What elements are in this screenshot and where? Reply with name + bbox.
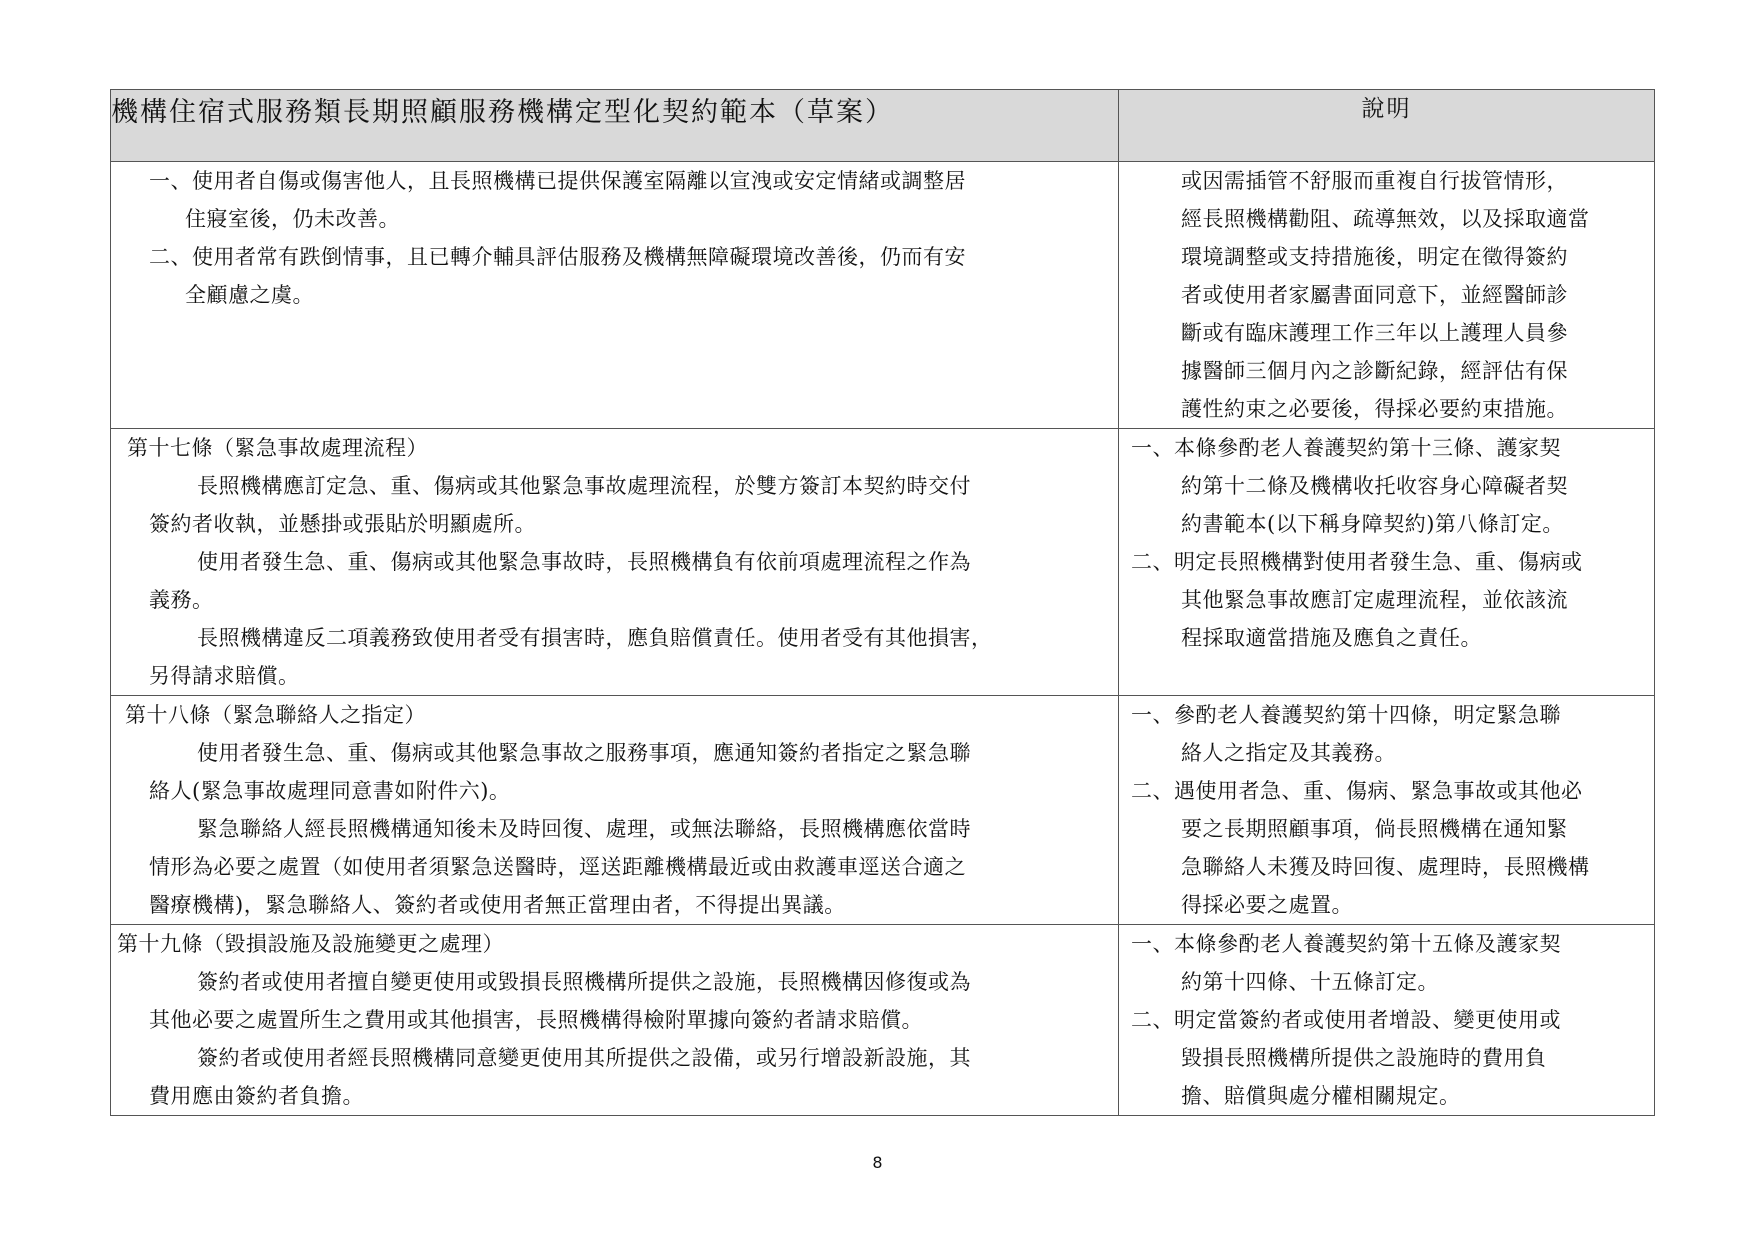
text-line: 一、本條參酌老人養護契約第十五條及護家契 <box>1131 932 1561 956</box>
explanation-header: 說明 <box>1119 90 1655 162</box>
text-line: 要之長期照顧事項，倘長照機構在通知緊 <box>1181 817 1568 841</box>
text-line: 二、使用者常有跌倒情事，且已轉介輔具評估服務及機構無障礙環境改善後，仍而有安 <box>149 245 966 269</box>
text-line: 簽約者或使用者擅自變更使用或毀損長照機構所提供之設施，長照機構因修復或為 <box>197 970 971 994</box>
text-line: 住寢室後，仍未改善。 <box>185 207 400 231</box>
text-line: 情形為必要之處置（如使用者須緊急送醫時，逕送距離機構最近或由救護車逕送合適之 <box>149 855 966 879</box>
text-line: 斷或有臨床護理工作三年以上護理人員參 <box>1181 321 1568 345</box>
page-number: 8 <box>872 1153 883 1172</box>
text-line: 義務。 <box>149 588 214 612</box>
text-line: 環境調整或支持措施後，明定在徵得簽約 <box>1181 245 1568 269</box>
text-line: 程採取適當措施及應負之責任。 <box>1181 626 1482 650</box>
article-title: 第十七條（緊急事故處理流程） <box>127 436 428 460</box>
text-line: 使用者發生急、重、傷病或其他緊急事故之服務事項，應通知簽約者指定之緊急聯 <box>197 741 971 765</box>
text-line: 毀損長照機構所提供之設施時的費用負 <box>1181 1046 1547 1070</box>
text-line: 簽約者收執，並懸掛或張貼於明顯處所。 <box>149 512 536 536</box>
text-line: 絡人(緊急事故處理同意書如附件六)。 <box>149 779 511 803</box>
contract-title-header: 機構住宿式服務類長期照顧服務機構定型化契約範本（草案） <box>111 90 1119 162</box>
explanation-cell <box>1119 696 1655 925</box>
text-line: 絡人之指定及其義務。 <box>1181 741 1396 765</box>
text-line: 一、參酌老人養護契約第十四條，明定緊急聯 <box>1131 703 1561 727</box>
contract-text-cell <box>111 429 1119 696</box>
contract-text-cell <box>111 162 1119 429</box>
contract-table <box>110 89 1655 1116</box>
text-line: 二、明定當簽約者或使用者增設、變更使用或 <box>1131 1008 1561 1032</box>
article-title: 第十九條（毀損設施及設施變更之處理） <box>117 932 504 956</box>
table-header-row <box>111 90 1655 162</box>
text-line: 據醫師三個月內之診斷紀錄，經評估有保 <box>1181 359 1568 383</box>
table-row <box>111 429 1655 696</box>
explanation-cell <box>1119 925 1655 1116</box>
text-line: 一、使用者自傷或傷害他人，且長照機構已提供保護室隔離以宣洩或安定情緒或調整居 <box>149 169 966 193</box>
text-line: 一、本條參酌老人養護契約第十三條、護家契 <box>1131 436 1561 460</box>
text-line: 者或使用者家屬書面同意下，並經醫師診 <box>1181 283 1568 307</box>
explanation-cell <box>1119 429 1655 696</box>
text-line: 得採必要之處置。 <box>1181 893 1353 917</box>
text-line: 長照機構違反二項義務致使用者受有損害時，應負賠償責任。使用者受有其他損害， <box>197 626 993 650</box>
table-row <box>111 925 1655 1116</box>
contract-text-cell <box>111 696 1119 925</box>
text-line: 或因需插管不舒服而重複自行拔管情形， <box>1181 169 1568 193</box>
text-line: 約第十二條及機構收托收容身心障礙者契 <box>1181 474 1568 498</box>
text-line: 全顧慮之虞。 <box>185 283 314 307</box>
text-line: 二、遇使用者急、重、傷病、緊急事故或其他必 <box>1131 779 1583 803</box>
text-line: 急聯絡人未獲及時回復、處理時，長照機構 <box>1181 855 1590 879</box>
text-line: 簽約者或使用者經長照機構同意變更使用其所提供之設備，或另行增設新設施，其 <box>197 1046 971 1070</box>
table-row <box>111 162 1655 429</box>
text-line: 約書範本(以下稱身障契約)第八條訂定。 <box>1181 512 1564 536</box>
text-line: 經長照機構勸阻、疏導無效，以及採取適當 <box>1181 207 1590 231</box>
explanation-cell <box>1119 162 1655 429</box>
text-line: 約第十四條、十五條訂定。 <box>1181 970 1439 994</box>
contract-text-cell <box>111 925 1119 1116</box>
text-line: 使用者發生急、重、傷病或其他緊急事故時，長照機構負有依前項處理流程之作為 <box>197 550 971 574</box>
article-title: 第十八條（緊急聯絡人之指定） <box>125 703 426 727</box>
text-line: 緊急聯絡人經長照機構通知後未及時回復、處理，或無法聯絡，長照機構應依當時 <box>197 817 971 841</box>
text-line: 醫療機構)，緊急聯絡人、簽約者或使用者無正當理由者，不得提出異議。 <box>149 893 846 917</box>
text-line: 費用應由簽約者負擔。 <box>149 1084 364 1108</box>
table-row <box>111 696 1655 925</box>
text-line: 其他必要之處置所生之費用或其他損害，長照機構得檢附單據向簽約者請求賠償。 <box>149 1008 923 1032</box>
text-line: 另得請求賠償。 <box>149 664 300 688</box>
text-line: 擔、賠償與處分權相關規定。 <box>1181 1084 1461 1108</box>
text-line: 二、明定長照機構對使用者發生急、重、傷病或 <box>1131 550 1583 574</box>
text-line: 護性約束之必要後，得採必要約束措施。 <box>1181 397 1568 421</box>
text-line: 長照機構應訂定急、重、傷病或其他緊急事故處理流程，於雙方簽訂本契約時交付 <box>197 474 971 498</box>
text-line: 其他緊急事故應訂定處理流程，並依該流 <box>1181 588 1568 612</box>
